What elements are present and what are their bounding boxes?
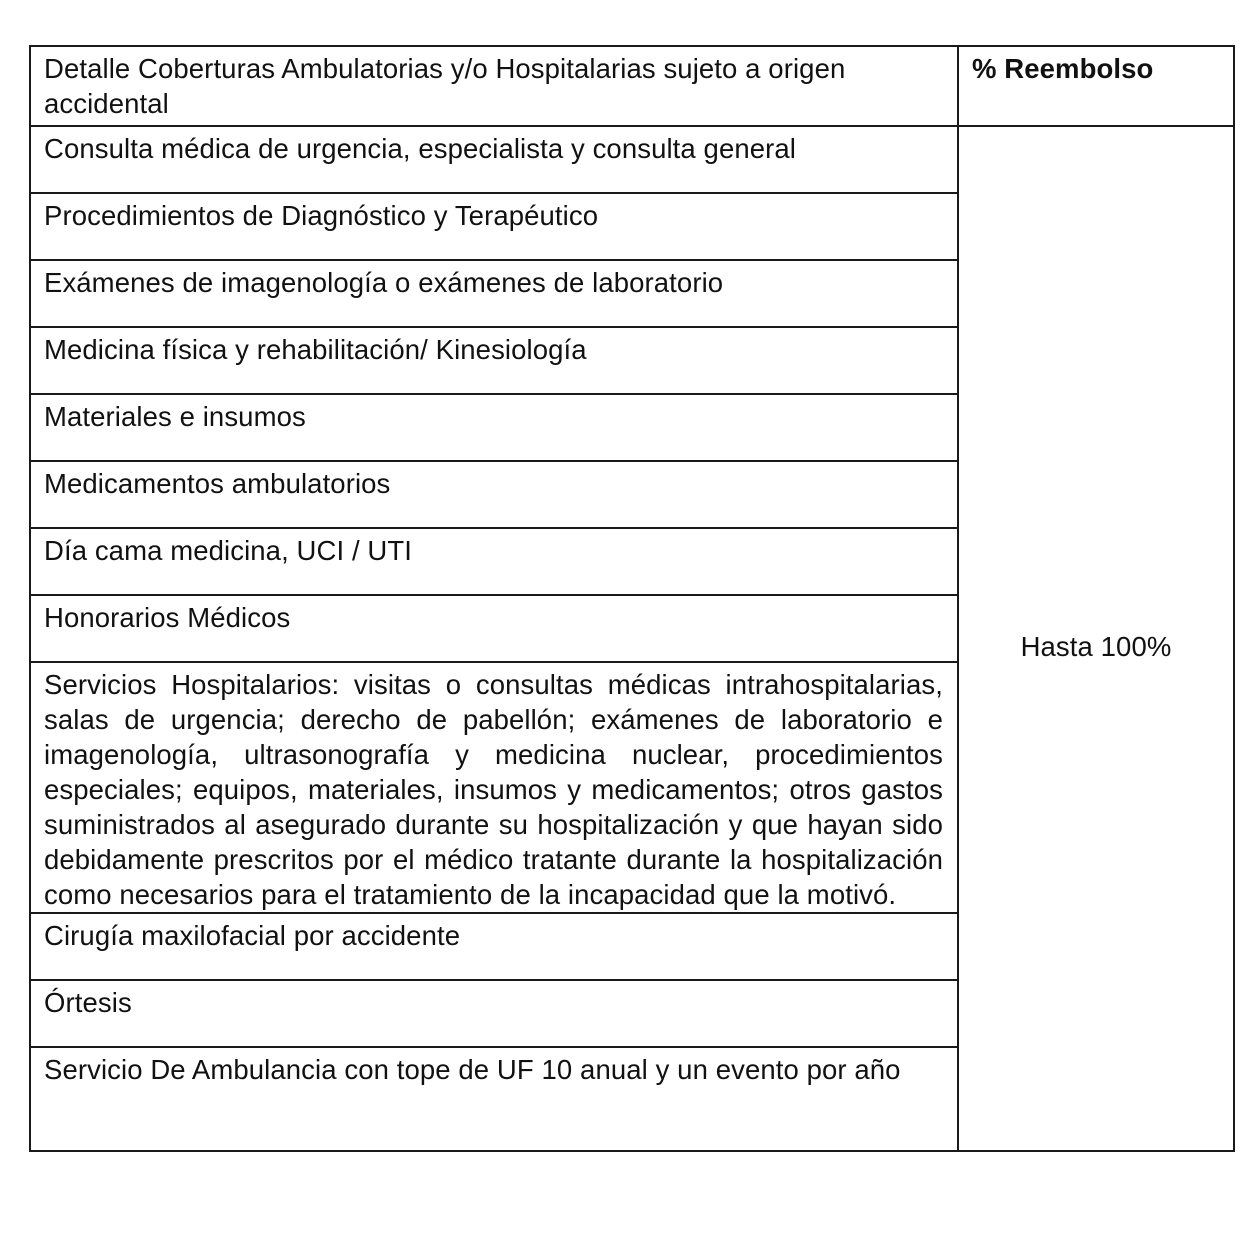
coverage-item: Cirugía maxilofacial por accidente — [30, 913, 958, 980]
coverage-item: Exámenes de imagenología o exámenes de laboratorio — [30, 260, 958, 327]
header-row — [30, 46, 1234, 126]
coverage-item: Materiales e insumos — [30, 394, 958, 461]
coverage-item: Servicio De Ambulancia con tope de UF 10 anual y un evento por año — [30, 1047, 958, 1151]
coverage-table — [29, 45, 1235, 1152]
coverage-item: Día cama medicina, UCI / UTI — [30, 528, 958, 595]
coverage-item: Medicamentos ambulatorios — [30, 461, 958, 528]
table-row — [30, 126, 1234, 193]
coverage-item-hospital-services: Servicios Hospitalarios: visitas o consultas médicas intrahospitalarias, salas de urgencia; derecho de pabellón; exámenes de laboratorio e imagenología, ultrasonografía y medicina nuclear, procedimientos especiales; equipos, materiales, insumos y medicamentos; otros gastos suministrados al asegurado durante su hospitalización y que hayan sido debidamente prescritos por el médico tratante durante la hospitalización como necesarios para el tratamiento de la incapacidad que la motivó. — [30, 662, 958, 913]
reimbursement-cell — [958, 126, 1234, 1151]
coverage-item: Procedimientos de Diagnóstico y Terapéutico — [30, 193, 958, 260]
reimbursement-value: Hasta 100% — [1020, 631, 1172, 662]
coverage-item: Órtesis — [30, 980, 958, 1047]
coverage-item: Consulta médica de urgencia, especialista y consulta general — [30, 126, 958, 193]
header-reimbursement-cell: % Reembolso — [958, 46, 1234, 126]
coverage-item: Medicina física y rehabilitación/ Kinesiología — [30, 327, 958, 394]
header-detail-cell: Detalle Coberturas Ambulatorias y/o Hospitalarias sujeto a origen accidental — [30, 46, 958, 126]
coverage-item: Honorarios Médicos — [30, 595, 958, 662]
